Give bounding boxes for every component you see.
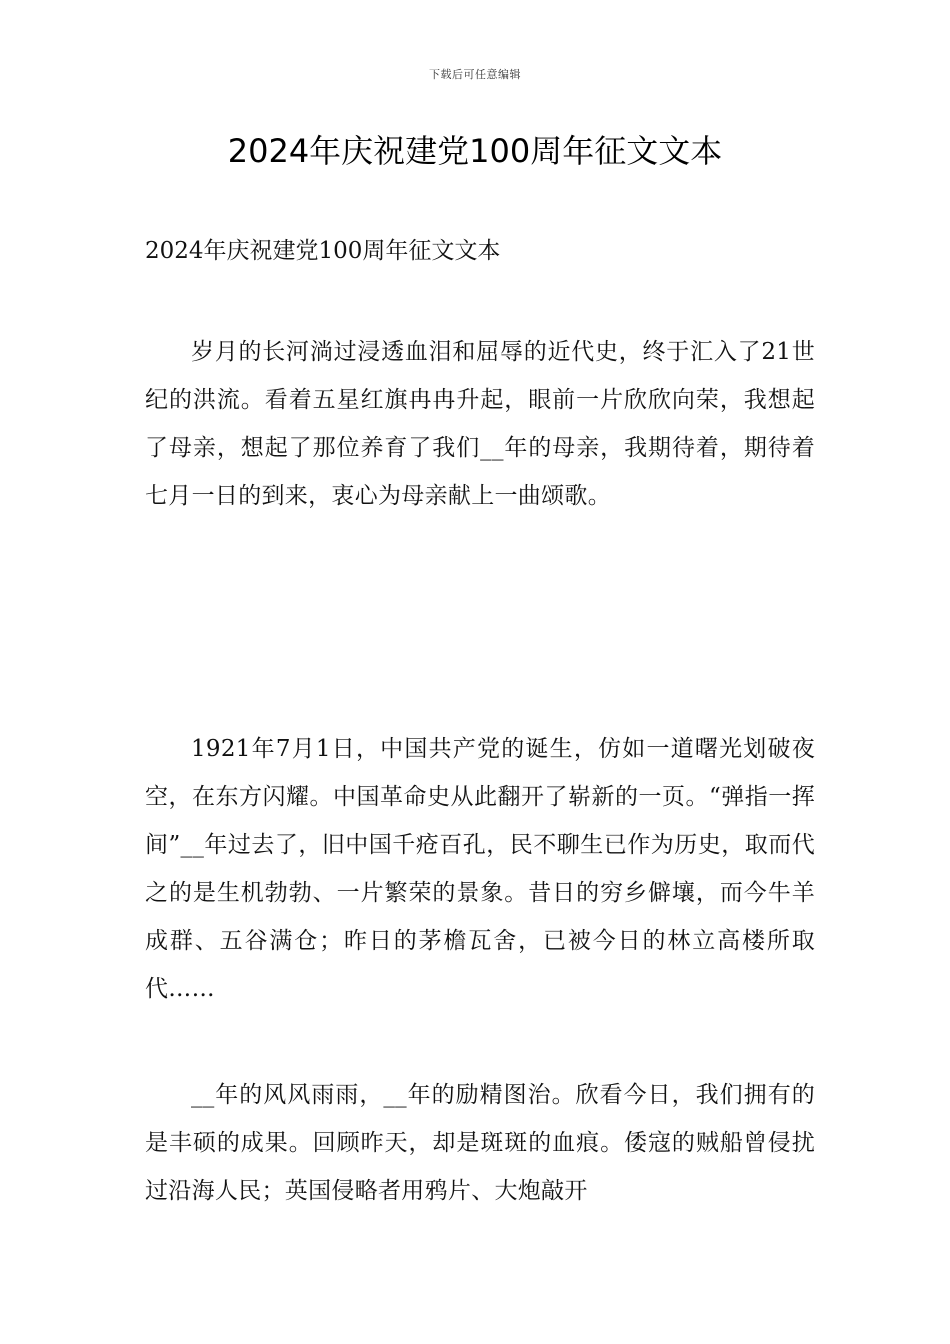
paragraph-2: 1921年7月1日，中国共产党的诞生，仿如一道曙光划破夜空，在东方闪耀。中国革命史从此翻开了崭新的一页。“弹指一挥间”__年过去了，旧中国千疮百孔，民不聊生已作为历史，取而代之的是生机勃勃、一片繁荣的景象。昔日的穷乡僻壤，而今牛羊成群、五谷满仓；昨日的茅檐瓦舍，已被今日的林立高楼所取代…… [145, 736, 815, 1002]
paragraph-3: __年的风风雨雨，__年的励精图治。欣看今日，我们拥有的是丰硕的成果。回顾昨天，却是斑斑的血痕。倭寇的贼船曾侵扰过沿海人民；英国侵略者用鸦片、大炮敲开 [145, 1082, 815, 1204]
paragraph-1: 岁月的长河淌过浸透血泪和屈辱的近代史，终于汇入了21世纪的洪流。看着五星红旗冉冉升起，眼前一片欣欣向荣，我想起了母亲，想起了那位养育了我们__年的母亲，我期待着，期待着七月一日的到来，衷心为母亲献上一曲颂歌。 [145, 339, 815, 509]
document-title: 2024年庆祝建党100周年征文文本 [227, 132, 723, 170]
header-note: 下载后可任意编辑 [429, 68, 521, 81]
document-subtitle: 2024年庆祝建党100周年征文文本 [145, 238, 501, 264]
